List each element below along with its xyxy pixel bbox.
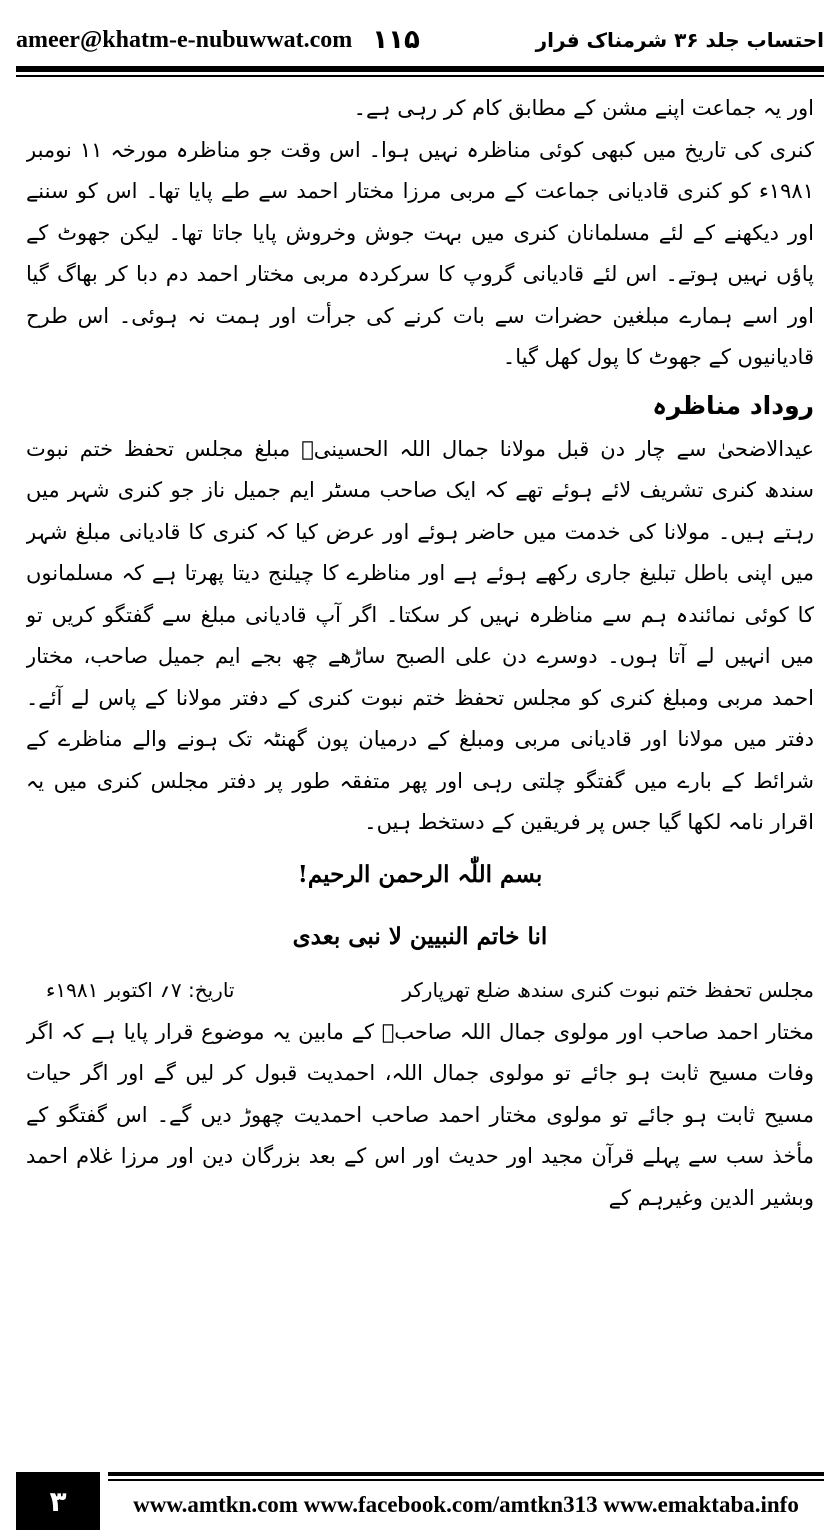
bismillah-line: بسم اللّٰہ الرحمن الرحیم!: [297, 860, 543, 888]
header-email: ameer@khatm-e-nubuwwat.com: [16, 26, 353, 53]
page-header: [16, 18, 824, 62]
header-page-number: ۱۱۵: [372, 25, 420, 55]
paragraph: کنری کی تاریخ میں کبھی کوئی مناظرہ نہیں ہوا۔ اس وقت جو مناظرہ مورخہ ۱۱ نومبر ۱۹۸۱ء کو کنری قادیانی جماعت کے مربی مرزا مختار احمد سے طے پایا تھا۔ اس کو سننے اور دیکھنے کے لئے مسلمانان کنری میں بہت جوش وخروش پایا جاتا تھا۔ لیکن جھوٹ کے پاؤں نہیں ہوتے۔ اس لئے قادیانی گروپ کا سرکردہ مربی مختار احمد دم دبا کر بھاگ گیا اور اسے ہمارے مبلغین حضرات سے بات کرنے کی جرأت اور ہمت نہ ہوئی۔ اس طرح قادیانیوں کے جھوٹ کا پول کھل گیا۔: [26, 137, 814, 369]
dateline-org: مجلس تحفظ ختم نبوت کنری سندھ ضلع تھرپارکر: [402, 977, 814, 1002]
header-title: احتساب جلد ۳۶ شرمناک فرار: [535, 28, 824, 52]
footer-rule-thick: [108, 1472, 824, 1476]
paragraph: مختار احمد صاحب اور مولوی جمال اللہ صاحبؒ کے مابین یہ موضوع قرار پایا ہے کہ اگر وفات مسیح ثابت ہو جائے تو مولوی جمال اللہ، احمدیت قبول کر لیں گے اور اگر حیات مسیح ثابت ہو جائے تو مولوی مختار احمد صاحب احمدیت چھوڑ دیں گے۔ اس گفتگو کے مأخذ سب سے پہلے قرآن مجید اور حدیث اور اس کے بعد بزرگان دین اور مرزا غلام احمد وبشیر الدین وغیرہم کے: [26, 1019, 814, 1210]
paragraph: عیدالاضحیٰ سے چار دن قبل مولانا جمال اللہ الحسینیؒ مبلغ مجلس تحفظ ختم نبوت سندھ کنری تشریف لائے ہوئے تھے کہ ایک صاحب مسٹر ایم جمیل ناز جو کنری شہر میں رہتے ہیں۔ مولانا کی خدمت میں حاضر ہوئے اور عرض کیا کہ کنری کا قادیانی مبلغ شہر میں اپنی باطل تبلیغ جاری رکھے ہوئے ہے اور مناظرے کا چیلنج دیتا پھرتا ہے کہ مسلمانوں کا کوئی نمائندہ ہم سے مناظرہ نہیں کر سکتا۔ اگر آپ قادیانی مبلغ سے گفتگو کریں تو میں انہیں لے آتا ہوں۔ دوسرے دن علی الصبح ساڑھے چھ بجے ایم جمیل صاحب، مختار احمد مربی ومبلغ کنری کو مجلس تحفظ ختم نبوت کنری کے دفتر مولانا کے پاس لے آئے۔ دفتر میں مولانا اور قادیانی مربی ومبلغ کے درمیان پون گھنٹہ تک ہونے والے مناظرے کے شرائط کے بارے میں گفتگو چلتی رہی اور پھر متفقہ طور پر دفتر مجلس کنری میں یہ اقرار نامہ لکھا گیا جس پر فریقین کے دستخط ہیں۔: [26, 436, 814, 834]
dateline: [26, 968, 814, 1012]
footer-rules: [108, 1472, 824, 1481]
paragraph: اور یہ جماعت اپنے مشن کے مطابق کام کر رہی ہے۔: [353, 96, 814, 120]
footer-urls: www.amtkn.com www.facebook.com/amtkn313 www.emaktaba.info: [133, 1492, 799, 1517]
header-rule-thick: [16, 66, 824, 72]
footer-page-badge: ۳: [16, 1472, 100, 1530]
header-rule-thin: [16, 75, 824, 77]
khatam-line: انا خاتم النبیین لا نبی بعدی: [292, 922, 548, 950]
footer-rule-thin: [108, 1479, 824, 1481]
section-heading: روداد مناظرہ: [652, 390, 814, 420]
dateline-date: تاریخ: ۷؍ اکتوبر ۱۹۸۱ء: [46, 977, 235, 1002]
page-body: [26, 88, 814, 1450]
page-footer: [16, 1472, 824, 1532]
